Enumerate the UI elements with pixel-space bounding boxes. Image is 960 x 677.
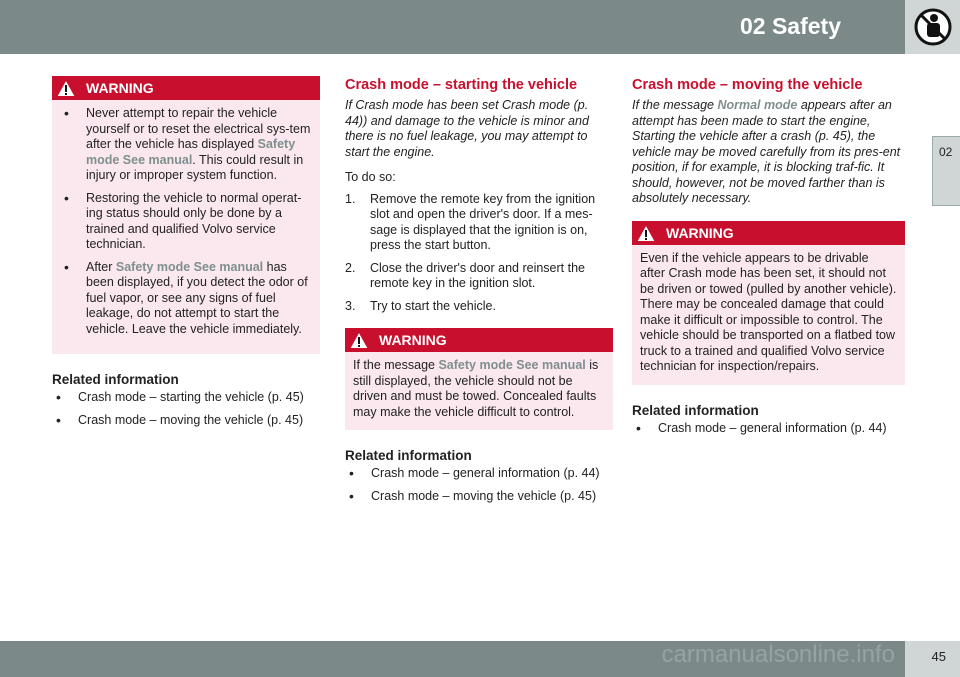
warning-triangle-icon: [54, 77, 78, 99]
warning-title: WARNING: [86, 80, 154, 96]
warning-title: WARNING: [379, 332, 447, 348]
related-heading: Related information: [632, 402, 759, 418]
chapter-tab[interactable]: 02: [932, 136, 960, 206]
watermark: carmanualsonline.info: [661, 641, 895, 668]
section-title: Crash mode – starting the vehicle: [345, 77, 578, 93]
related-link[interactable]: • Crash mode – moving the vehicle (p. 45): [52, 413, 320, 429]
chapter-title: 02 Safety: [739, 13, 841, 39]
related-heading: Related information: [345, 448, 472, 463]
warning-box: WARNING Even if the vehicle appears to be drivable after Crash mode has been set, it should not be driven or towed (pulled by another vehicle). There may be concealed damage that could make it difficult or impossible to control. The vehicle should be transported on a flatbed tow truck to a trained and qualified Volvo service technician for inspection/repairs.: [632, 221, 905, 385]
related-link[interactable]: • Crash mode – moving the vehicle (p. 45): [345, 489, 613, 505]
step-text: Remove the remote key from the ignition slot and open the driver's door. If a mes-sage is displayed that the ignition is on, press the start button.: [370, 191, 596, 252]
related-link[interactable]: • Crash mode – general information (p. 44): [345, 466, 613, 482]
list-item: • Restoring the vehicle to normal operat-ing status should only be done by a trained and qualified Volvo service technician.: [60, 191, 312, 253]
related-heading: Related information: [52, 372, 179, 387]
page-number: 45: [905, 641, 960, 677]
warning-box: [52, 76, 320, 354]
column-2: Crash mode – starting the vehicle If Crash mode has been set Crash mode (p. 44)) and damage to the vehicle is minor and there is no fuel leakage, you may attempt to start the engine. To do so: 1. Remove the remote key from the ignition slot and open the driver's door. If a mes-sage is displayed that the ignition is on, press the start button. 2. Close the driver's door and reinsert the remote key in the ignition slot. 3. Try to start the vehicle. WARNING If the message Safety mode See manual is still displayed, the vehicle should not be driven and must be towed. Concealed faults may make the vehicle difficult to control. Related information • Crash mode – general information (p. 44) • Crash mode – moving the vehicle (p. 45): [345, 76, 613, 511]
footer-bar: [0, 641, 905, 677]
list-item: • Never attempt to repair the vehicle yourself or to reset the electrical sys-tem after the vehicle has displayed Safety mode See manual. This could result in injury or improper system function.: [60, 106, 312, 184]
warning-box: WARNING If the message Safety mode See manual is still displayed, the vehicle should not be driven and must be towed. Concealed faults may make the vehicle difficult to control.: [345, 328, 613, 430]
related-link[interactable]: • Crash mode – general information (p. 44): [632, 421, 905, 437]
related-link[interactable]: • Crash mode – starting the vehicle (p. 45): [52, 390, 320, 406]
section-title: Crash mode – moving the vehicle: [632, 77, 863, 93]
list-item: • After Safety mode See manual has been displayed, if you detect the odor of fuel vapor, or see any signs of fuel leakage, do not attempt to start the vehicle. Leave the vehicle immediately.: [60, 260, 312, 338]
column-3: [632, 76, 905, 443]
seatbelt-prohibited-icon: [905, 0, 960, 54]
step-text: Close the driver's door and reinsert the remote key in the ignition slot.: [370, 260, 585, 290]
header-bar: [0, 0, 905, 54]
warning-triangle-icon: [634, 222, 658, 244]
intro-text: If the message Normal mode appears after an attempt has been made to start the engine, Starting the vehicle after a crash (p. 45), the vehicle may be moved carefully from its pres-ent position, if for example, it is blocking traf-fic. It should, however, not be moved farther than is absolutely necessary.: [632, 98, 901, 205]
intro-text: If Crash mode has been set Crash mode (p. 44)) and damage to the vehicle is minor and there is no fuel leakage, you may attempt to start the engine.: [345, 98, 589, 159]
warning-triangle-icon: [347, 329, 371, 351]
column-1: [52, 76, 320, 435]
step-text: Try to start the vehicle.: [370, 298, 496, 313]
warning-title: WARNING: [666, 224, 734, 241]
